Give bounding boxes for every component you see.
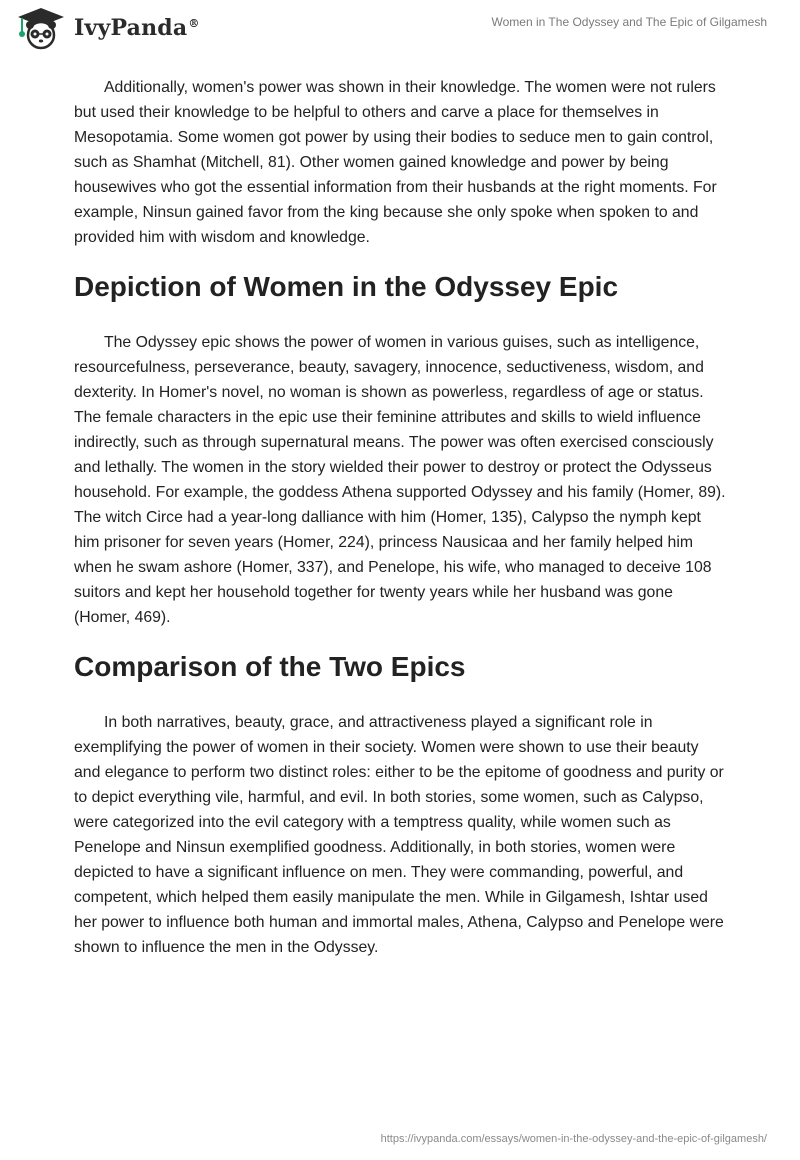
- section-paragraph-comparison: In both narratives, beauty, grace, and attractiveness played a significant role in exemplifying the power of women in their society. Women were shown to use their beauty and elegance to perform two distinct roles: either to be the epitome of goodness and purity or to depict everything vile, harmful, and evil. In both stories, some women, such as Calypso, were categorized into the evil category with a temptress quality, while women such as Penelope and Ninsun exemplified goodness. Additionally, in both stories, women were depicted to have a significant influence on men. They were commanding, powerful, and competent, which helped them easily manipulate the men. While in Gilgamesh, Ishtar used her power to influence both human and immortal males, Athena, Calypso and Penelope were shown to influence the men in the Odyssey.: [74, 714, 724, 956]
- ivypanda-logo[interactable]: [14, 6, 200, 50]
- source-url[interactable]: https://ivypanda.com/essays/women-in-the-odyssey-and-the-epic-of-gilgamesh/: [380, 1133, 767, 1145]
- document-title: Women in The Odyssey and The Epic of Gilgamesh: [491, 15, 767, 29]
- section-paragraph-odyssey: The Odyssey epic shows the power of women in various guises, such as intelligence, resourcefulness, perseverance, beauty, savagery, innocence, seductiveness, wisdom, and dexterity. In Homer's novel, no woman is shown as powerless, regardless of age or status. The female characters in the epic use their feminine attributes and skills to wield influence indirectly, such as through supernatural means. The power was often exercised consciously and lethally. The women in the story wielded their power to destroy or protect the Odysseus household. For example, the goddess Athena supported Odyssey and his family (Homer, 89). The witch Circe had a year-long dalliance with him (Homer, 135), Calypso the nymph kept him prisoner for seven years (Homer, 224), princess Nausicaa and her family helped him when he swam ashore (Homer, 337), and Penelope, his wife, who managed to deceive 108 suitors and kept her household together for twenty years while her husband was gone (Homer, 469).: [74, 334, 726, 626]
- section-heading-odyssey: Depiction of Women in the Odyssey Epic: [74, 271, 619, 302]
- section-heading-comparison: Comparison of the Two Epics: [74, 651, 466, 682]
- article-body: [74, 75, 726, 960]
- registered-mark: ®: [188, 16, 200, 30]
- intro-paragraph: Additionally, women's power was shown in their knowledge. The women were not rulers but used their knowledge to be helpful to others and carve a place for themselves in Mesopotamia. Some women got power by using their bodies to seduce men to gain control, such as Shamhat (Mitchell, 81). Other women gained knowledge and power by being housewives who got the essential information from their husbands at the right moments. For example, Ninsun gained favor from the king because she only spoke when spoken to and provided him with wisdom and knowledge.: [74, 79, 717, 246]
- page-header: [0, 0, 800, 60]
- brand-name: IvyPanda®: [74, 15, 200, 41]
- panda-graduation-cap-icon: [14, 6, 68, 50]
